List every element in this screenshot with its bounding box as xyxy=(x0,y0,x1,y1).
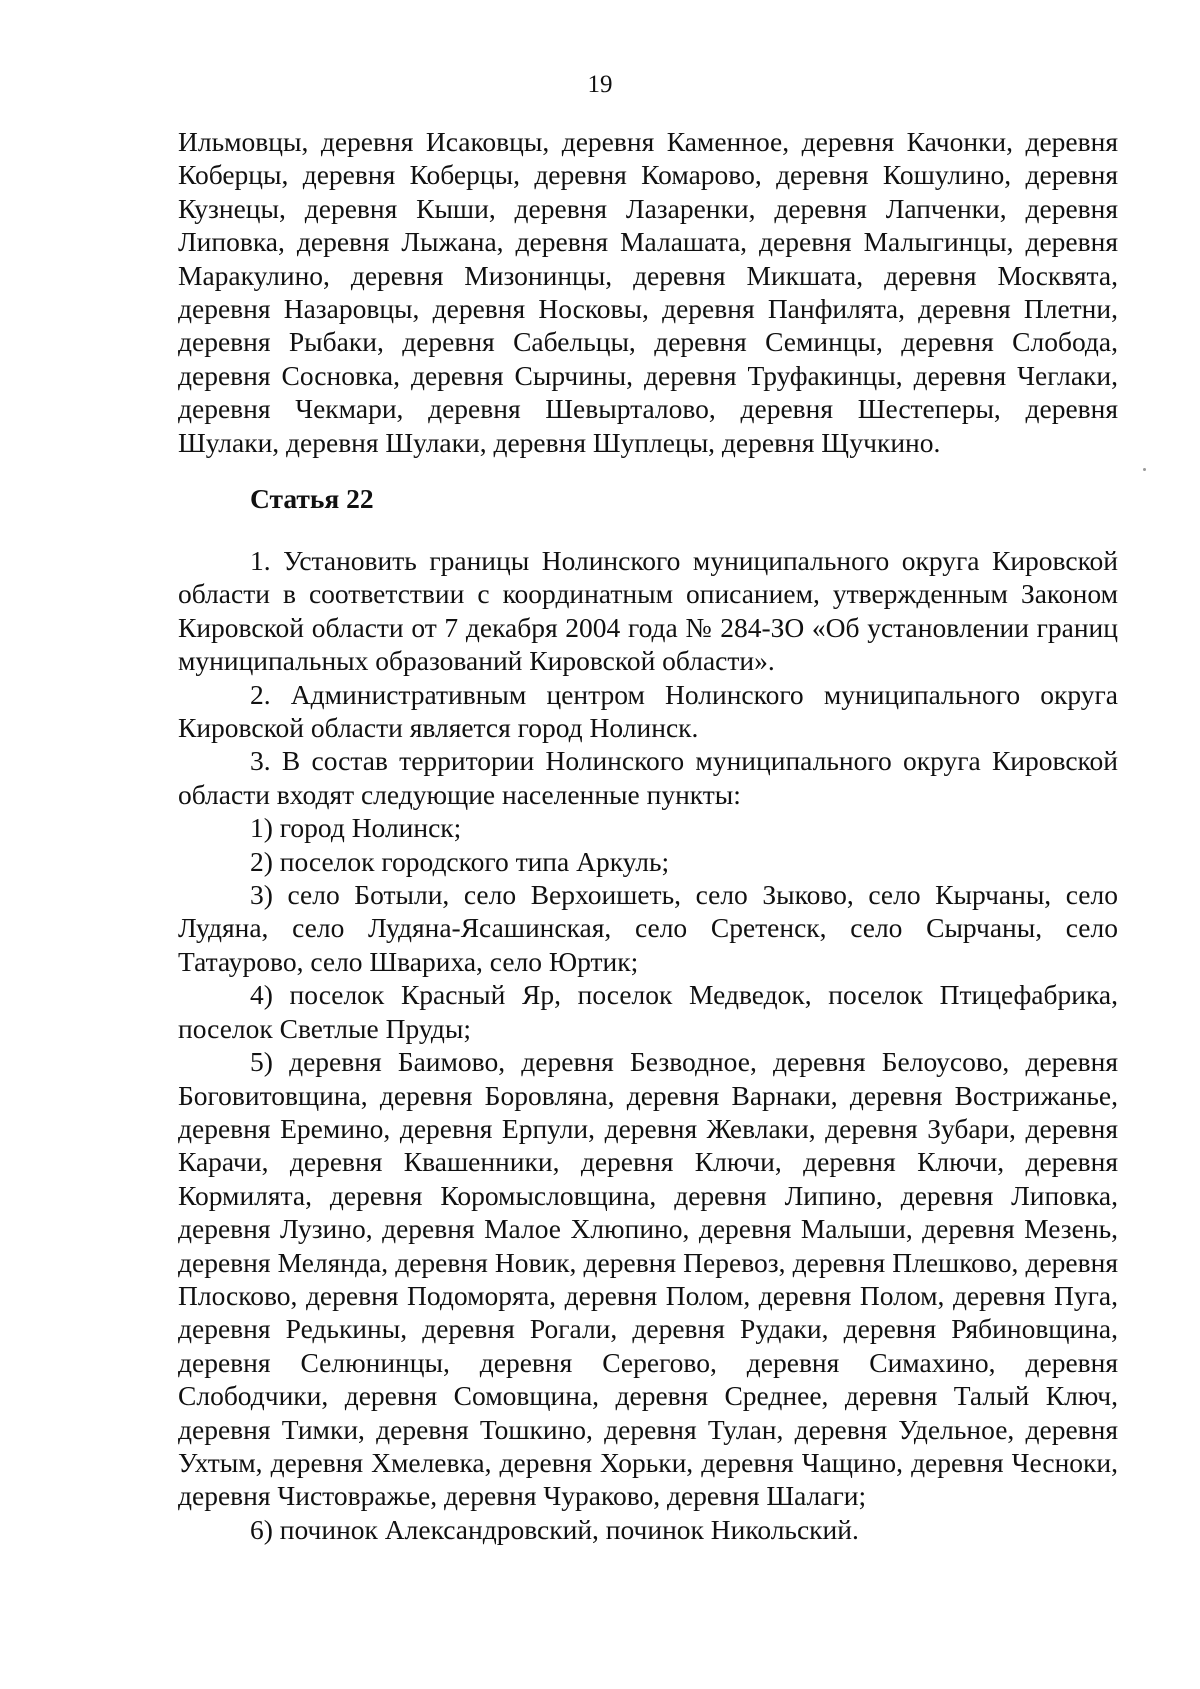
list-item-6: 6) починок Александровский, починок Никольский. xyxy=(250,1513,859,1545)
article-paragraph-2: 2. Административным центром Нолинского муниципального округа Кировской области является город Нолинск. xyxy=(178,678,1118,744)
list-item-1: 1) город Нолинск; xyxy=(250,812,462,844)
article-heading: Статья 22 xyxy=(250,483,374,514)
article-paragraph-1: 1. Установить границы Нолинского муниципального округа Кировской области в соответствии с координатным описанием, утвержденным Законом Кировской области от 7 декабря 2004 года № 284-ЗО «Об установлении границ муниципальных образований Кировской области». xyxy=(178,545,1118,677)
list-item-2: 2) поселок городского типа Аркуль; xyxy=(250,845,670,877)
list-item-3: 3) село Ботыли, село Верхоишеть, село Зыково, село Кырчаны, село Лудяна, село Лудяна-Ясашинская, село Сретенск, село Сырчаны, село Татаурово, село Швариха, село Юртик; xyxy=(178,879,1118,977)
continuation-paragraph: Ильмовцы, деревня Исаковцы, деревня Каменное, деревня Качонки, деревня Коберцы, деревня Коберцы, деревня Комарово, деревня Кошулино, деревня Кузнецы, деревня Кыши, деревня Лазаренки, деревня Лапченки, деревня Липовка, деревня Лыжана, деревня Малашата, деревня Малыгинцы, деревня Маракулино, деревня Мизонинцы, деревня Микшата, деревня Москвята, деревня Назаровцы, деревня Носковы, деревня Панфилята, деревня Плетни, деревня Рыбаки, деревня Сабельцы, деревня Семинцы, деревня Слобода, деревня Сосновка, деревня Сырчины, деревня Труфакинцы, деревня Чеглаки, деревня Чекмари, деревня Шевырталово, деревня Шестеперы, деревня Шулаки, деревня Шулаки, деревня Шуплецы, деревня Щучкино. xyxy=(178,126,1118,458)
scan-speck xyxy=(1143,468,1146,471)
article-body xyxy=(178,544,1118,1546)
list-item-4: 4) поселок Красный Яр, поселок Медведок, поселок Птицефабрика, поселок Светлые Пруды; xyxy=(178,979,1118,1044)
list-item-5: 5) деревня Баимово, деревня Безводное, деревня Белоусово, деревня Боговитовщина, деревня Боровляна, деревня Варнаки, деревня Вострижанье, деревня Еремино, деревня Ерпули, деревня Жевлаки, деревня Зубари, деревня Карачи, деревня Квашенники, деревня Ключи, деревня Ключи, деревня Кормилята, деревня Коромысловщина, деревня Липино, деревня Липовка, деревня Лузино, деревня Малое Хлюпино, деревня Малыши, деревня Мезень, деревня Мелянда, деревня Новик, деревня Перевоз, деревня Плешково, деревня Плосково, деревня Подоморята, деревня Полом, деревня Полом, деревня Пуга, деревня Редькины, деревня Рогали, деревня Рудаки, деревня Рябиновщина, деревня Селюнинцы, деревня Серегово, деревня Симахино, деревня Слободчики, деревня Сомовщина, деревня Среднее, деревня Талый Ключ, деревня Тимки, деревня Тошкино, деревня Тулан, деревня Удельное, деревня Ухтым, деревня Хмелевка, деревня Хорьки, деревня Чащино, деревня Чесноки, деревня Чистовражье, деревня Чураково, деревня Шалаги; xyxy=(178,1046,1118,1512)
continuation-block xyxy=(178,125,1118,459)
article-paragraph-3: 3. В состав территории Нолинского муниципального округа Кировской области входят следующие населенные пункты: xyxy=(178,745,1118,810)
page-number: 19 xyxy=(587,71,613,98)
